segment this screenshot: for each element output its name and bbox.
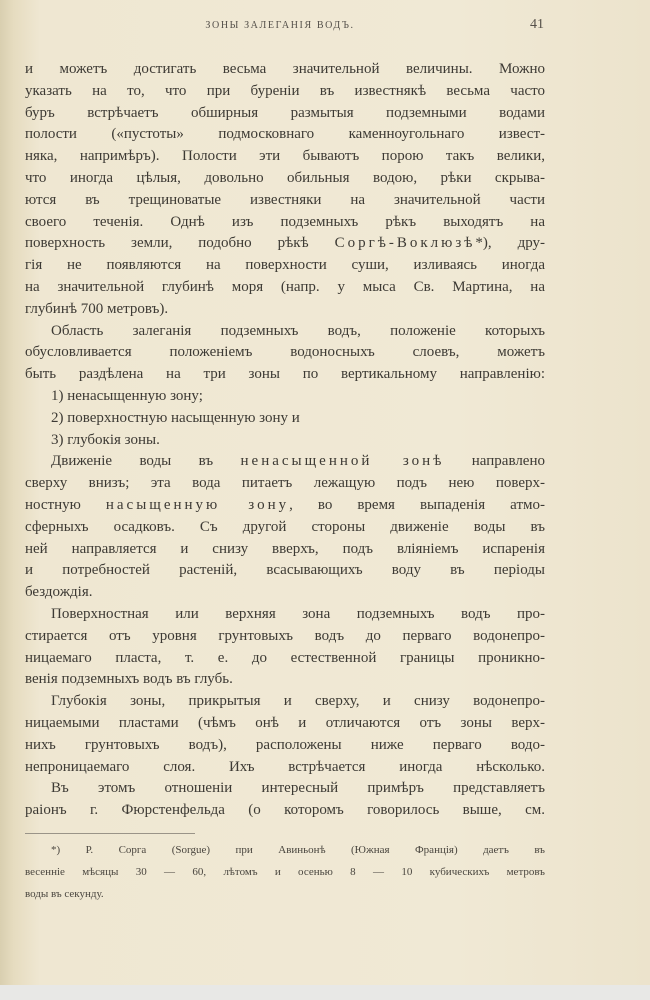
running-title: ЗОНЫ ЗАЛЕГАНІЯ ВОДЪ.	[205, 20, 355, 31]
line-text: Область залеганія подземныхъ водъ, положеніе которыхъ	[51, 322, 545, 339]
text-line	[25, 255, 545, 277]
line-text: *) Р. Сорга (Sorgue) при Авиньонѣ (Южная Франція) даетъ въ	[51, 844, 545, 856]
text-line	[25, 299, 545, 321]
text-line	[25, 495, 545, 517]
text-line	[25, 146, 545, 168]
text-line	[25, 800, 545, 822]
line-text: сферныхъ осадковъ. Съ другой стороны движеніе воды въ	[25, 518, 545, 535]
line-text: венія подземныхъ водъ въ глубь.	[25, 671, 233, 688]
footnote-line	[25, 864, 545, 886]
text-line	[25, 735, 545, 757]
spaced-emphasis: ненасыщенной зонѣ	[240, 453, 445, 470]
text-line	[25, 103, 545, 125]
line-text-tail: , во время выпаденія атмо-	[289, 496, 545, 513]
line-text: воды въ секунду.	[25, 887, 104, 900]
text-line	[25, 648, 545, 670]
text-line	[25, 321, 545, 343]
footnote	[25, 842, 545, 907]
text-line	[25, 560, 545, 582]
line-text-tail: *), дру-	[475, 235, 545, 252]
spaced-emphasis: Соргѣ-Воклюзѣ	[334, 235, 476, 252]
line-text: на значительной глубинѣ моря (напр. у мыса Св. Мартина, на	[25, 278, 545, 295]
text-line	[25, 168, 545, 190]
line-text: ницаемаго пласта, т. е. до естественной границы проникно-	[25, 649, 545, 666]
line-text: стирается отъ уровня грунтовыхъ водъ до перваго водонепро-	[25, 627, 545, 644]
line-text: Глубокія зоны, прикрытыя и сверху, и снизу водонепро-	[51, 693, 545, 710]
line-text: указать на то, что при буреніи въ известнякѣ весьма часто	[25, 82, 545, 99]
text-line	[25, 669, 545, 691]
scan-bottom-edge	[0, 985, 650, 1000]
line-text: ностную	[25, 496, 81, 513]
text-line	[25, 342, 545, 364]
footnote-line	[25, 886, 545, 908]
line-text: ней направляется и снизу вверхъ, подъ вліяніемъ испаренія	[25, 540, 545, 557]
line-text: обусловливается положеніемъ водоносныхъ слоевъ, можетъ	[25, 344, 545, 361]
line-text: и потребностей растеній, всасывающихъ воду въ періоды	[25, 562, 545, 579]
text-line	[25, 124, 545, 146]
line-text: и можетъ достигать весьма значительной величины. Можно	[25, 61, 545, 77]
line-text: гія не появляются на поверхности суши, изливаясь иногда	[25, 257, 545, 274]
text-line	[25, 539, 545, 561]
line-text: что иногда цѣлыя, довольно обильныя водою, рѣки скрыва-	[25, 169, 545, 186]
line-text: поверхность земли, подобно рѣкѣ	[25, 235, 309, 252]
text-line	[25, 691, 545, 713]
text-line	[25, 212, 545, 234]
line-text: Движеніе воды въ	[51, 453, 214, 470]
text-line	[25, 430, 545, 452]
line-text: непроницаемаго слоя. Ихъ встрѣчается иногда нѣсколько.	[25, 758, 545, 775]
text-line	[25, 364, 545, 386]
text-line	[25, 473, 545, 495]
body-text	[25, 59, 545, 822]
text-line	[25, 713, 545, 735]
line-text: быть раздѣлена на три зоны по вертикальному направленію:	[25, 366, 545, 383]
line-text: ются въ трещиноватые известняки на значительной части	[25, 191, 545, 208]
footnote-line	[25, 842, 545, 864]
text-line	[25, 757, 545, 779]
line-text: своего теченія. Однѣ изъ подземныхъ рѣкъ выходятъ на	[25, 213, 545, 230]
line-text: бездождія.	[25, 584, 93, 601]
text-line	[25, 604, 545, 626]
line-text: нихъ грунтовыхъ водъ), расположены ниже перваго водо-	[25, 736, 545, 753]
line-text: буръ встрѣчаетъ обширныя размытыя подземными водами	[25, 104, 545, 121]
line-text: 3) глубокія зоны.	[51, 431, 160, 448]
text-line	[25, 277, 545, 299]
text-line	[25, 582, 545, 604]
line-text: сверху внизъ; эта вода питаетъ лежащую подъ нею поверх-	[25, 475, 545, 492]
spaced-emphasis: насыщенную зону	[105, 496, 290, 513]
line-text: раіонъ г. Фюрстенфельда (о которомъ говорилось выше, см.	[25, 802, 545, 819]
text-line	[25, 386, 545, 408]
line-text: весеннiе мѣсяцы 30 — 60, лѣтомъ и осенью 8 — 10 кубическихъ метровъ	[25, 865, 545, 878]
line-text: глубинѣ 700 метровъ).	[25, 300, 169, 317]
line-text: 2) поверхностную насыщенную зону и	[51, 409, 300, 426]
text-line	[25, 626, 545, 648]
line-text: Поверхностная или верхняя зона подземныхъ водъ про-	[51, 605, 545, 622]
line-text: Въ этомъ отношеніи интересный примѣръ представляетъ	[51, 780, 545, 797]
text-line	[25, 778, 545, 800]
line-text: 1) ненасыщенную зону;	[51, 387, 203, 404]
footnote-divider	[25, 833, 195, 834]
line-text: няка, напримѣръ). Полости эти бываютъ порою такъ велики,	[25, 148, 545, 165]
text-line	[25, 408, 545, 430]
line-text: ницаемыми пластами (чѣмъ онѣ и отличаются отъ зоны верх-	[25, 714, 545, 731]
text-line	[25, 451, 545, 473]
line-text-tail: направлено	[471, 453, 545, 470]
text-line	[25, 190, 545, 212]
page-number: 41	[530, 17, 544, 32]
text-line	[25, 233, 545, 255]
line-text: полости («пустоты» подмосковнаго каменноугольнаго извест-	[25, 126, 545, 143]
text-line	[25, 81, 545, 103]
text-line	[25, 517, 545, 539]
text-line	[25, 59, 545, 81]
